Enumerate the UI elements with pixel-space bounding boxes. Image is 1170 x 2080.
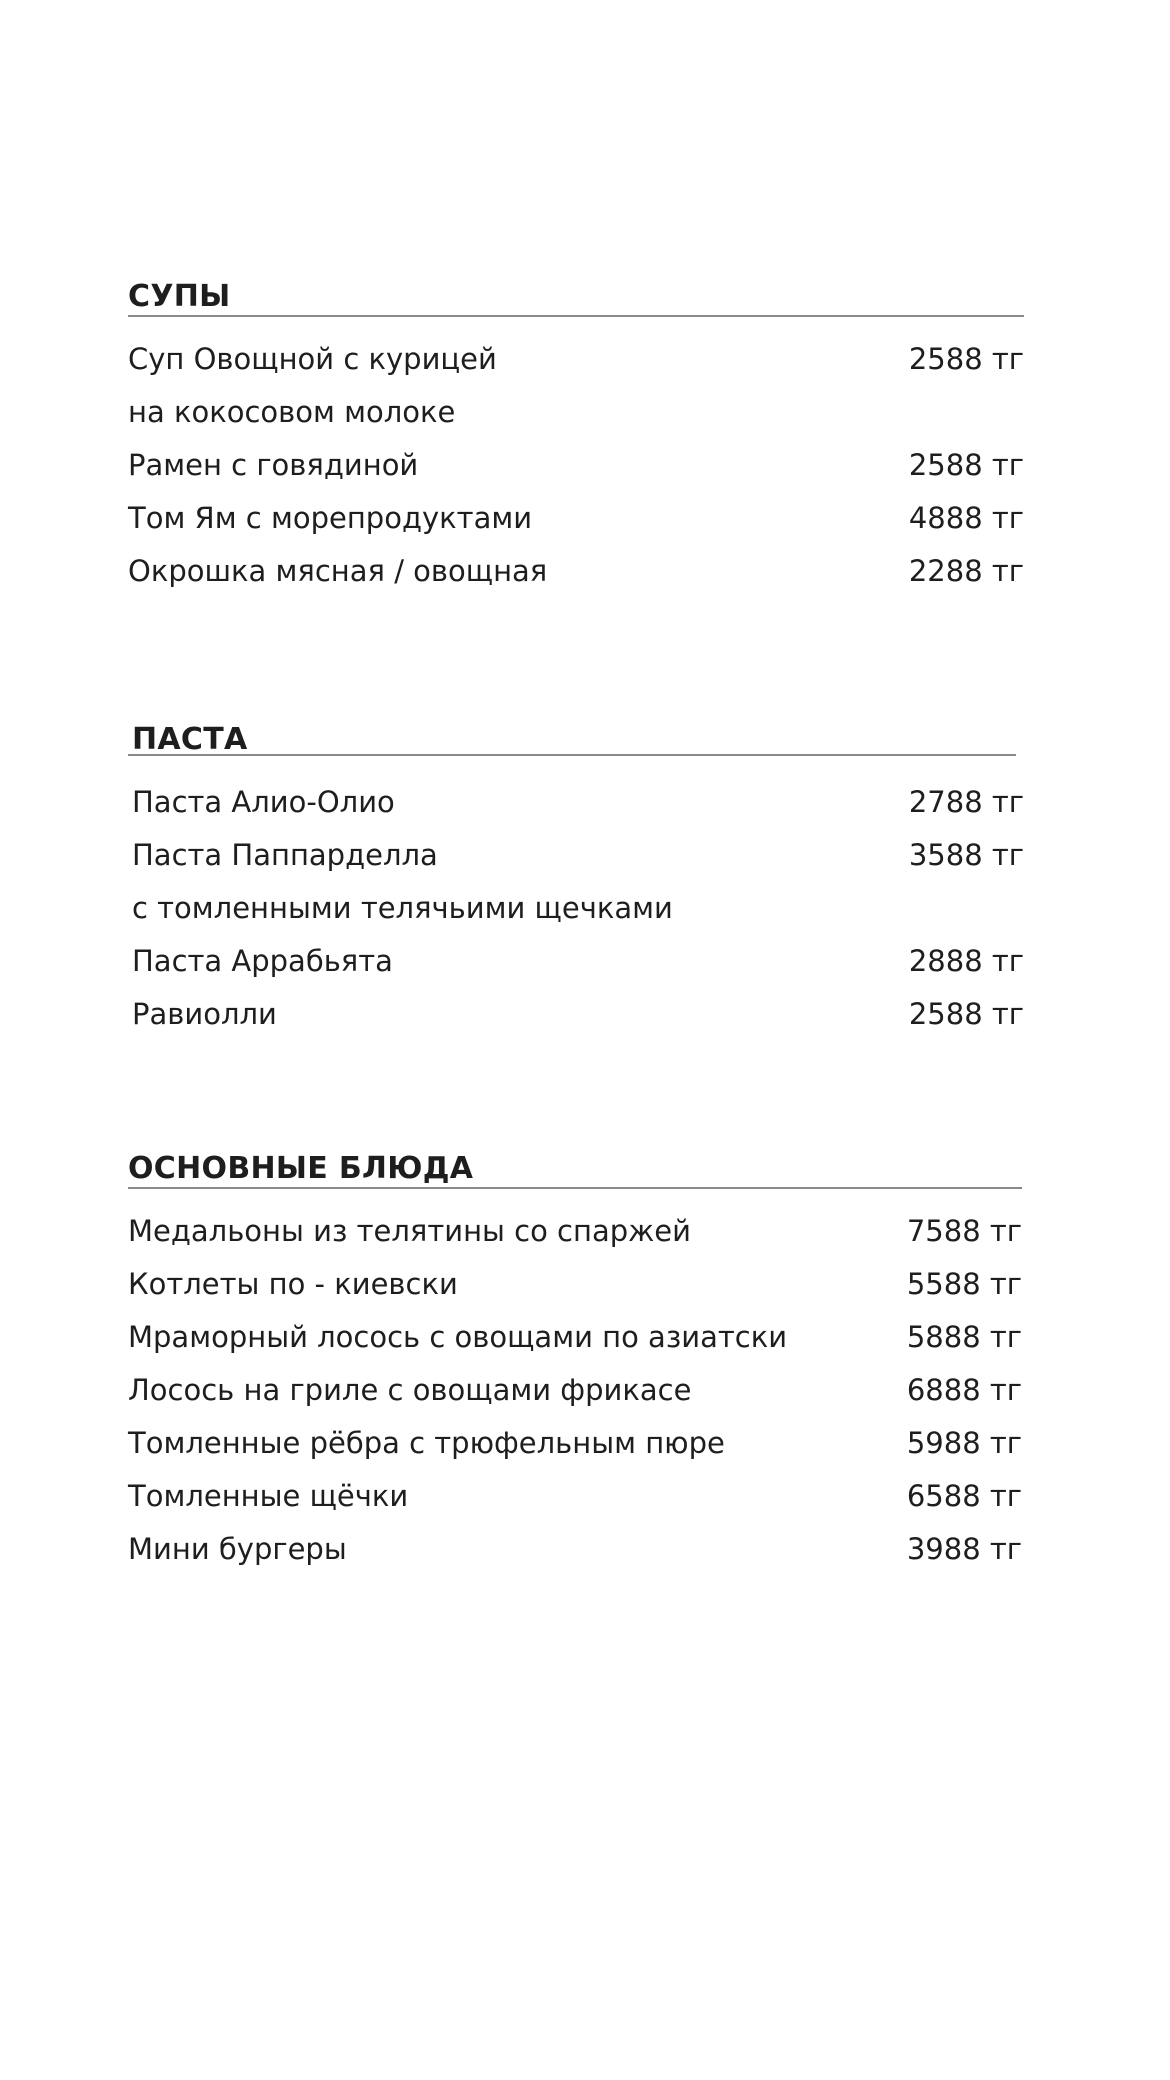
menu-item-name: Рамен с говядиной: [128, 448, 419, 482]
menu-item-price: 7588 тг: [906, 1214, 1022, 1248]
menu-item: [132, 995, 1024, 1048]
menu-item-price: 5588 тг: [906, 1267, 1022, 1301]
menu-item-name: Мраморный лосось с овощами по азиатски: [128, 1320, 788, 1354]
menu-item: [132, 836, 1024, 889]
menu-item: [128, 1530, 1022, 1583]
menu-item-price: 2788 тг: [908, 785, 1024, 819]
menu-item-price: 3988 тг: [906, 1532, 1022, 1566]
menu-item-name: Равиолли: [132, 997, 277, 1031]
menu-item: [128, 1371, 1022, 1424]
menu-item: [128, 499, 1024, 552]
menu-item-name: Том Ям с морепродуктами: [128, 501, 533, 535]
section-divider: [128, 1187, 1022, 1189]
menu-item: [128, 446, 1024, 499]
menu-item-name: на кокосовом молоке: [128, 395, 456, 429]
section-title-pasta: ПАСТА: [132, 722, 248, 757]
menu-item-price: 3588 тг: [908, 838, 1024, 872]
menu-item-name: Медальоны из телятины со спаржей: [128, 1214, 691, 1248]
menu-item-name: Томленные щёчки: [128, 1479, 409, 1513]
menu-item-price: 2588 тг: [908, 448, 1024, 482]
menu-item: [132, 783, 1024, 836]
section-divider: [128, 754, 1016, 756]
menu-item-price: 2288 тг: [908, 554, 1024, 588]
section-divider: [128, 315, 1024, 317]
menu-item-name: Котлеты по - киевски: [128, 1267, 458, 1301]
menu-item-price: 2588 тг: [908, 997, 1024, 1031]
menu-item-name: Лосось на гриле с овощами фрикасе: [128, 1373, 692, 1407]
menu-item-name: Паста Паппарделла: [132, 838, 438, 872]
menu-item-price: 4888 тг: [908, 501, 1024, 535]
menu-item: [132, 942, 1024, 995]
menu-item: [128, 1212, 1022, 1265]
menu-item: [128, 552, 1024, 605]
menu-item-name: Паста Аррабьята: [132, 944, 393, 978]
menu-item-price: 2588 тг: [908, 342, 1024, 376]
menu-item-name: Окрошка мясная / овощная: [128, 554, 548, 588]
menu-item-price: 6888 тг: [906, 1373, 1022, 1407]
menu-list-main-dishes: [128, 1212, 1022, 1583]
menu-item: [128, 393, 1024, 446]
section-title-soups: СУПЫ: [128, 279, 231, 314]
menu-item-name: с томленными телячьими щечками: [132, 891, 673, 925]
menu-item: [128, 1265, 1022, 1318]
menu-item: [128, 1477, 1022, 1530]
section-title-main-dishes: ОСНОВНЫЕ БЛЮДА: [128, 1151, 474, 1186]
menu-item: [128, 340, 1024, 393]
menu-item-price: 2888 тг: [908, 944, 1024, 978]
menu-item: [128, 1424, 1022, 1477]
menu-item-price: 5888 тг: [906, 1320, 1022, 1354]
menu-item-name: Мини бургеры: [128, 1532, 347, 1566]
menu-item-name: Томленные рёбра с трюфельным пюре: [128, 1426, 725, 1460]
menu-item-name: Паста Алио-Олио: [132, 785, 395, 819]
menu-item-price: 6588 тг: [906, 1479, 1022, 1513]
menu-item-name: Суп Овощной с курицей: [128, 342, 497, 376]
menu-item: [128, 1318, 1022, 1371]
menu-list-pasta: [132, 783, 1024, 1048]
menu-item-price: 5988 тг: [906, 1426, 1022, 1460]
menu-item: [132, 889, 1024, 942]
menu-list-soups: [128, 340, 1024, 605]
